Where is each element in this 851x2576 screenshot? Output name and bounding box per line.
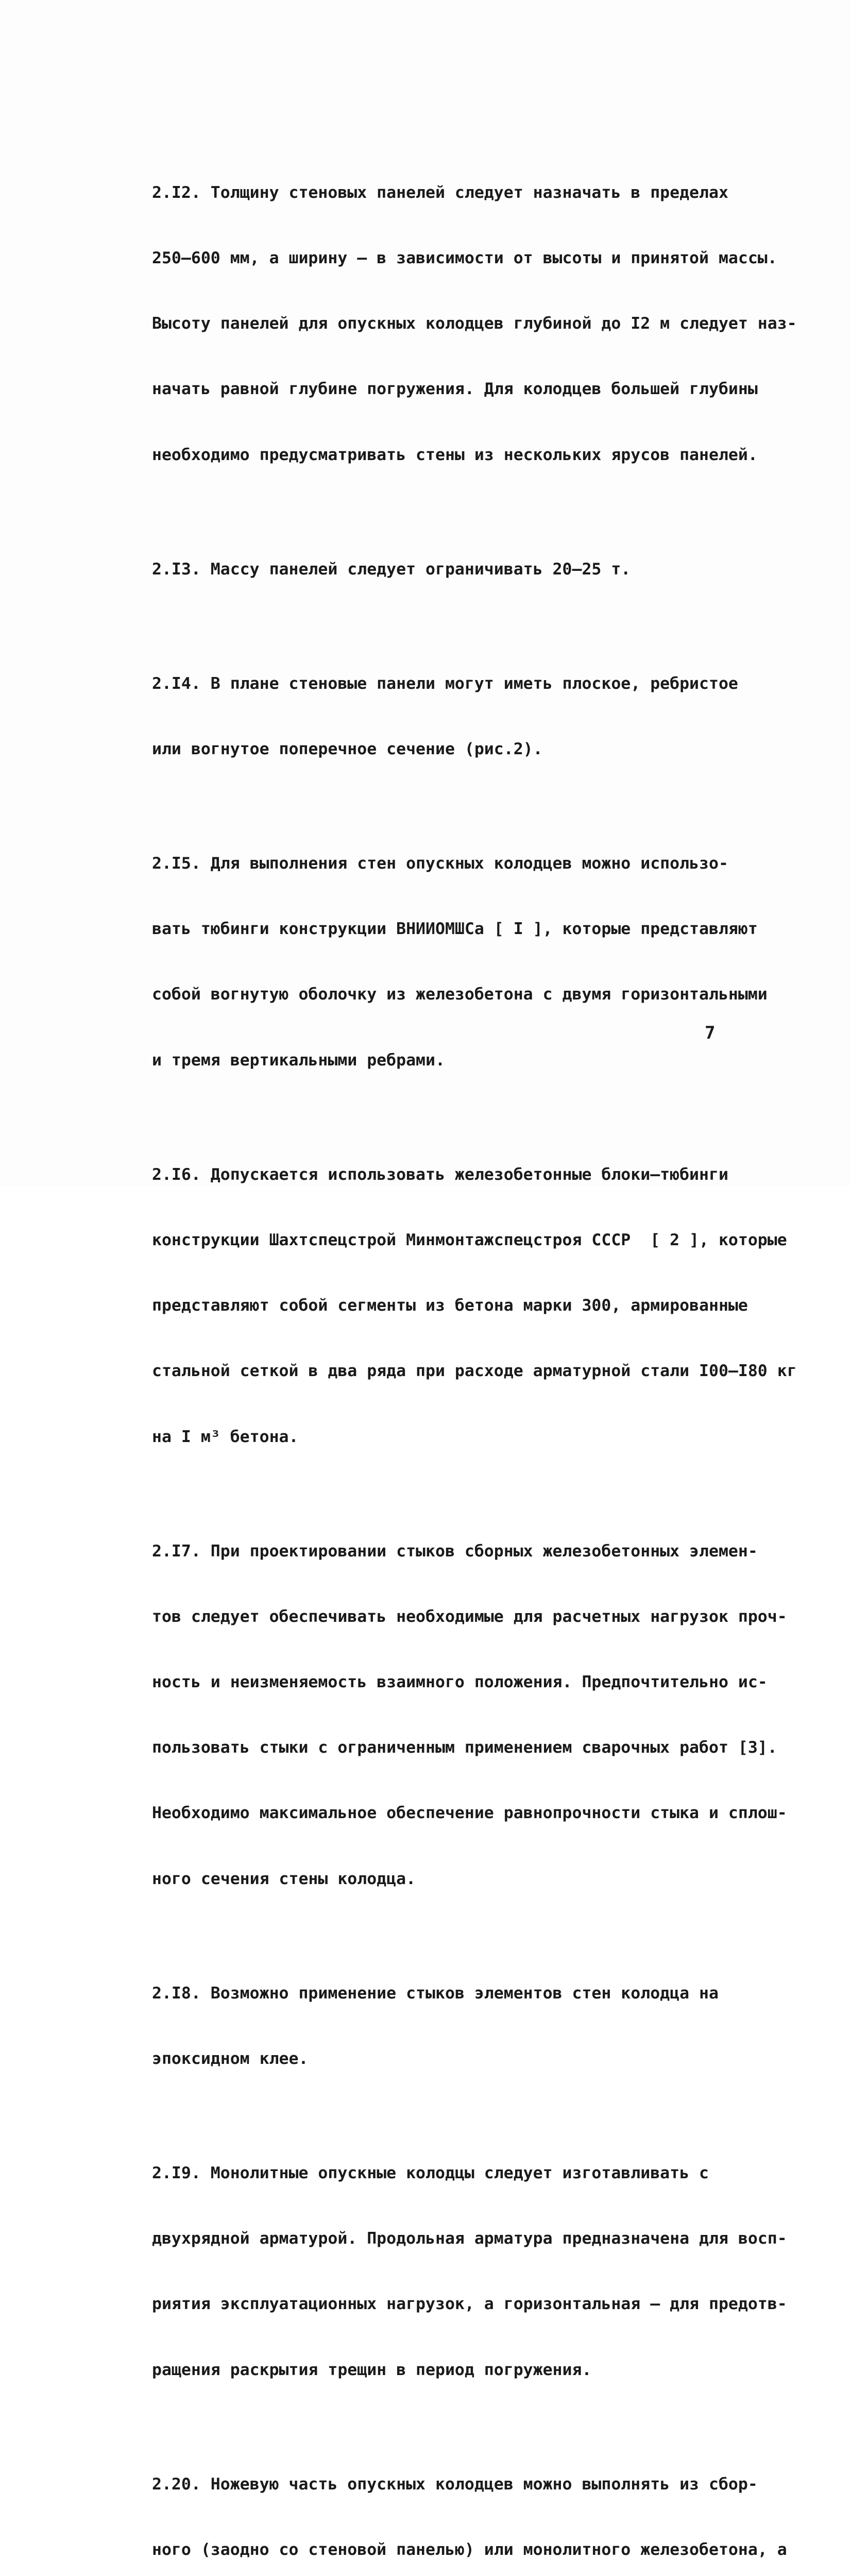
text-line: эпоксидном клее. (152, 2049, 309, 2068)
text-line: 250–600 мм, а ширину – в зависимости от высоты и принятой массы. (152, 249, 777, 268)
text-line: ного (заодно со стеновой панелью) или монолитного железобетона, а (152, 2540, 787, 2559)
text-line: 2.I8. Возможно применение стыков элементов стен колодца на (152, 1984, 719, 2003)
text-line: ность и неизменяемость взаимного положения. Предпочтительно ис- (152, 1673, 768, 1692)
text-line: 2.I9. Монолитные опускные колодцы следует изготавливать с (152, 2163, 709, 2182)
text-line: или вогнутое поперечное сечение (рис.2). (152, 739, 543, 758)
text-line: 2.I2. Толщину стеновых панелей следует назначать в пределах (152, 183, 728, 202)
text-line: ного сечения стены колодца. (152, 1869, 416, 1888)
text-line: 2.I5. Для выполнения стен опускных колодцев можно использо- (152, 854, 728, 873)
text-line: 2.I4. В плане стеновые панели могут иметь плоское, ребристое (152, 674, 738, 693)
text-line: двухрядной арматурой. Продольная арматура предназначена для восп- (152, 2229, 787, 2248)
text-line: необходимо предусматривать стены из нескольких ярусов панелей. (152, 445, 758, 464)
text-line: представляют собой сегменты из бетона марки 300, армированные (152, 1296, 748, 1315)
paragraph-2-17 (106, 1497, 787, 1934)
text-line: Высоту панелей для опускных колодцев глубиной до I2 м следует наз- (152, 314, 797, 333)
paragraph-2-20 (106, 2430, 787, 2576)
paragraph-2-12 (106, 138, 797, 510)
text-line: тов следует обеспечивать необходимые для расчетных нагрузок проч- (152, 1607, 787, 1626)
paragraph-2-13 (106, 515, 737, 624)
text-line: собой вогнутую оболочку из железобетона с двумя горизонтальными (152, 985, 768, 1004)
text-line: начать равной глубине погружения. Для колодцев большей глубины (152, 380, 758, 399)
paragraph-2-16 (106, 1120, 797, 1492)
text-line: пользовать стыки с ограниченным применением сварочных работ [3]. (152, 1738, 777, 1757)
text-line: и тремя вертикальными ребрами. (152, 1050, 445, 1070)
text-line: 2.I6. Допускается использовать железобетонные блоки–тюбинги (152, 1165, 728, 1184)
text-line: 2.I7. При проектировании стыков сборных железобетонных элемен- (152, 1541, 758, 1561)
text-line: стальной сеткой в два ряда при расходе арматурной стали I00–I80 кг (152, 1362, 797, 1381)
text-line: Необходимо максимальное обеспечение равнопрочности стыка и сплош- (152, 1804, 787, 1823)
document-body (106, 138, 797, 2576)
text-line: ращения раскрытия трещин в период погружения. (152, 2360, 592, 2379)
page-number: 7 (705, 1023, 716, 1043)
paragraph-2-15 (106, 809, 768, 1115)
text-line: 2.20. Ножевую часть опускных колодцев можно выполнять из сбор- (152, 2475, 758, 2494)
text-line: на I м³ бетона. (152, 1427, 299, 1446)
text-line: вать тюбинги конструкции ВНИИОМШСа [ I ], которые представляют (152, 920, 758, 939)
text-line: 2.I3. Массу панелей следует ограничивать 20–25 т. (152, 560, 631, 579)
paragraph-2-19 (106, 2119, 787, 2425)
text-line: конструкции Шахтспецстрой Минмонтажспецстроя СССР [ 2 ], которые (152, 1230, 787, 1249)
text-line: риятия эксплуатационных нагрузок, а горизонтальная – для предотв- (152, 2295, 787, 2314)
paragraph-2-18 (106, 1939, 737, 2113)
paragraph-2-14 (106, 629, 737, 804)
